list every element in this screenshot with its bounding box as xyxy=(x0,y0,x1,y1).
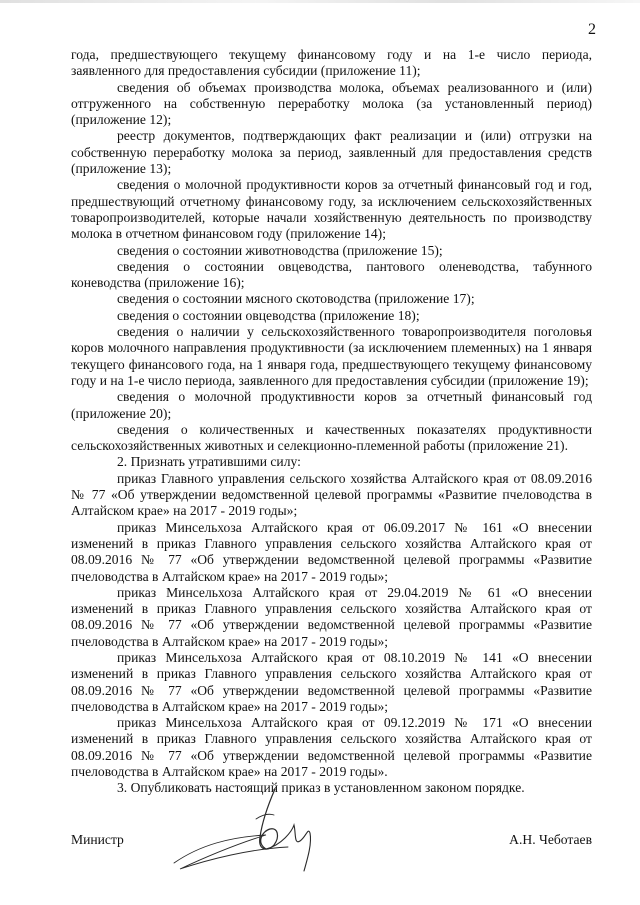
body-paragraph: сведения об объемах производства молока, объемах реализованного и (или) отгруженного на собственную переработку молока (за установленный период) (приложение 12); xyxy=(71,79,592,128)
body-paragraph: сведения о наличии у сельскохозяйственного товаропроизводителя поголовья коров молочного направления продуктивности (за исключением племенных) на 1 января текущего финансового года, на 1 января года, предшествующего текущему финансовому году и на 1-е число периода, заявленного для предоставления субсидии (приложение 19); xyxy=(71,324,592,388)
body-paragraph: приказ Минсельхоза Алтайского края от 06.09.2017 № 161 «О внесении изменений в приказ Главного управления сельского хозяйства Алтайского края от 08.09.2016 № 77 «Об утверждении ведомственной целевой программы «Развитие пчеловодства в Алтайском крае» на 2017 - 2019 годы»; xyxy=(71,519,592,584)
body-paragraph: сведения о состоянии мясного скотоводства (приложение 17); xyxy=(117,291,475,307)
body-paragraph: реестр документов, подтверждающих факт реализации и (или) отгрузки на собственную переработку молока за период, заявленный для предоставления средств (приложение 13); xyxy=(71,128,592,177)
body-paragraph: года, предшествующего текущему финансовому году и на 1-е число периода, заявленного для предоставления субсидии (приложение 11); xyxy=(71,47,592,79)
body-paragraph: приказ Минсельхоза Алтайского края от 29.04.2019 № 61 «О внесении изменений в приказ Главного управления сельского хозяйства Алтайского края от 08.09.2016 № 77 «Об утверждении ведомственной целевой программы «Развитие пчеловодства в Алтайском крае» на 2017 - 2019 годы»; xyxy=(71,584,592,649)
body-paragraph: 2. Признать утратившими силу: xyxy=(117,454,301,470)
page-number: 2 xyxy=(588,21,596,38)
body-paragraph: сведения о количественных и качественных показателях продуктивности сельскохозяйственных животных и селекционно-племенной работы (приложение 21). xyxy=(71,421,592,454)
body-paragraph: сведения о молочной продуктивности коров за отчетный финансовый год (приложение 20); xyxy=(71,389,592,421)
signer-name: А.Н. Чеботаев xyxy=(509,832,592,847)
body-paragraph: приказ Минсельхоза Алтайского края от 08.10.2019 № 141 «О внесении изменений в приказ Главного управления сельского хозяйства Алтайского края от 08.09.2016 № 77 «Об утверждении ведомственной целевой программы «Развитие пчеловодства в Алтайском крае» на 2017 - 2019 годы»; xyxy=(71,649,592,714)
body-paragraph: сведения о состоянии овцеводства, пантового оленеводства, табунного коневодства (приложение 16); xyxy=(71,258,592,291)
scan-edge-strip xyxy=(0,0,640,3)
signer-title: Министр xyxy=(71,832,124,847)
body-paragraph: приказ Главного управления сельского хозяйства Алтайского края от 08.09.2016 № 77 «Об утверждении ведомственной целевой программы «Развитие пчеловодства в Алтайском крае» на 2017 - 2019 годы»; xyxy=(71,470,592,519)
handwritten-signature-icon xyxy=(170,775,340,885)
body-paragraph: 3. Опубликовать настоящий приказ в установленном законом порядке. xyxy=(117,780,525,796)
body-paragraph: сведения о молочной продуктивности коров за отчетный финансовый год и год, предшествующий отчетному финансовому году, за исключением сельскохозяйственных товаропроизводителей, которые начали хозяйственную деятельность по производству молока в отчетном финансовом году (приложение 14); xyxy=(71,177,592,242)
body-paragraph: сведения о состоянии животноводства (приложение 15); xyxy=(117,242,443,258)
body-paragraph: приказ Минсельхоза Алтайского края от 09.12.2019 № 171 «О внесении изменений в приказ Главного управления сельского хозяйства Алтайского края от 08.09.2016 № 77 «Об утверждении ведомственной целевой программы «Развитие пчеловодства в Алтайском крае» на 2017 - 2019 годы». xyxy=(71,715,592,780)
body-paragraph: сведения о состоянии овцеводства (приложение 18); xyxy=(117,307,420,323)
document-body xyxy=(71,47,592,797)
